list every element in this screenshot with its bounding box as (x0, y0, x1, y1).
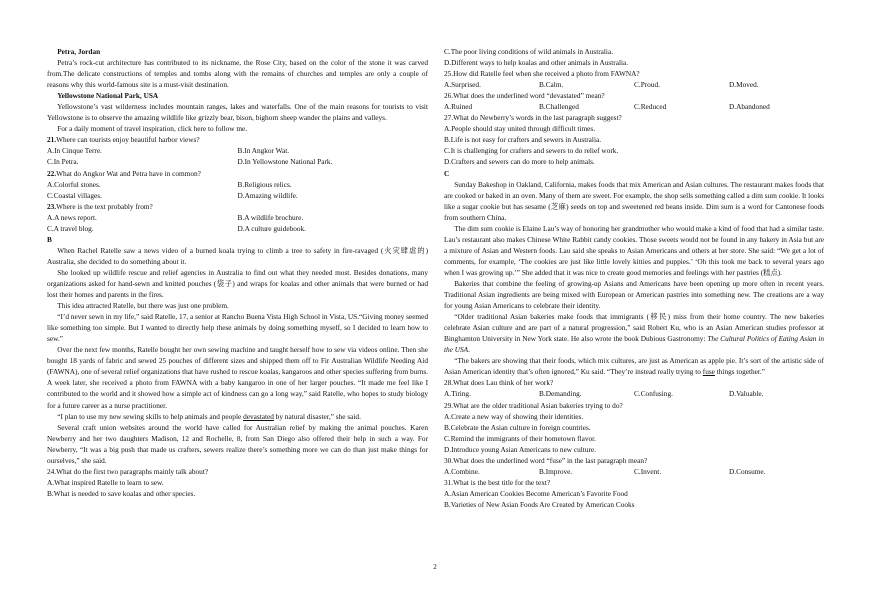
daily-inspiration-line: For a daily moment of travel inspiration, click here to follow me. (57, 124, 248, 134)
q21-options-2 (47, 156, 428, 167)
underlined-word-devastated: devastated (243, 411, 274, 421)
q23-option-c: C.A travel blog. (47, 223, 94, 233)
q30-option-b: B.Improve. (539, 466, 573, 476)
q31-option-a: A.Asian American Cookies Become American’s Favorite Food (444, 488, 628, 498)
right-column (444, 46, 824, 510)
q22-option-c: C.Coastal villages. (47, 190, 102, 200)
q24-option-c: C.The poor living conditions of wild animals in Australia. (444, 47, 614, 56)
book-title: The Cultural Politics of Eating Asian in the USA (444, 334, 824, 355)
question-30: 30.What does the underlined word “fuse” in the last paragraph mean? (444, 455, 648, 465)
q24-option-b: B.What is needed to save koalas and other species. (47, 488, 196, 498)
q23-option-a: A.A news report. (47, 212, 97, 222)
q27-option-d: D.Crafters and sewers can do more to help animals. (444, 157, 595, 167)
q21-option-d: D.In Yellowstone National Park. (237, 157, 333, 167)
q28-option-b: B.Demanding. (539, 389, 582, 399)
q24-option-d: D.Different ways to help koalas and other animals in Australia. (444, 58, 629, 68)
q25-options (444, 79, 824, 90)
q28-option-d: D.Valuable. (729, 389, 764, 399)
section-c-heading: C (444, 168, 450, 178)
q29-option-b: B.Celebrate the Asian culture in foreign countries. (444, 422, 591, 432)
q29-option-d: D.Introduce young Asian Americans to new culture. (444, 444, 596, 454)
question-27: 27.What do Newberry’s words in the last paragraph suggest? (444, 113, 622, 123)
q25-option-a: A.Surprised. (444, 80, 481, 90)
passage-b-paragraph-7: Several craft union websites around the world have called for Australian relief by making the animal pouches. Karen Newberry and her two daughters Madison, 12 and Rochelle, 8, from San Diego also offered their help in such a way. For Newberry, “It was a big push that made us crafters, sewers realize there’s something more we can do than just make things for ourselves,” she said. (47, 422, 428, 465)
question-28: 28.What does Lau think of her work? (444, 378, 554, 388)
yellowstone-paragraph: Yellowstone’s vast wilderness includes mountain ranges, lakes and waterfalls. One of the main reasons for tourists to visit Yellowstone is to observe the amazing wildlife like grizzly bear, bison, bighorn sheep wander the plains and valleys. (47, 102, 428, 123)
q23-option-d: D.A culture guidebook. (237, 223, 306, 233)
question-24: 24.What do the first two paragraphs mainly talk about? (47, 466, 209, 476)
q26-option-b: B.Challenged (539, 102, 579, 112)
q30-options (444, 466, 824, 477)
petra-paragraph: Petra’s rock-cut architecture has contributed to its nickname, the Rose City, based on the color of the stone it was carved from.The delicate constructions of temples and tombs along with the remains of churches and temples are only a couple of reasons why this world-famous site is a must-visit destination. (47, 58, 428, 90)
q26-option-c: C.Reduced (634, 102, 667, 112)
q27-option-a: A.People should stay united through difficult times. (444, 124, 596, 134)
q31-option-b: B.Varieties of New Asian Foods Are Created by American Cooks (444, 499, 635, 509)
section-b-heading: B (47, 234, 52, 244)
q22-option-d: D.Amazing wildlife. (237, 190, 298, 200)
q21-option-a: A.In Cinque Terre. (47, 146, 102, 156)
q28-option-c: C.Confusing. (634, 389, 673, 399)
question-23: 23.Where is the text probably from? (47, 201, 153, 211)
q26-option-a: A.Ruined (444, 102, 473, 112)
passage-c-paragraph-5: “The bakers are showing that their foods, which mix cultures, are just as American as apple pie. It’s sort of the artistic side of Asian American identity that’s often ignored,” Ku said. “They’re instead really trying to fuse things together.” (444, 356, 824, 377)
q28-option-a: A.Tiring. (444, 389, 471, 399)
q23-option-b: B.A wildlife brochure. (237, 212, 304, 222)
left-column (47, 46, 428, 499)
underlined-word-fuse: fuse (702, 367, 715, 377)
q28-options (444, 388, 824, 399)
passage-b-paragraph-6: “I plan to use my new sewing skills to help animals and people devastated by natural disaster,” she said. (57, 411, 361, 421)
q26-options (444, 101, 824, 112)
petra-heading: Petra, Jordan (57, 47, 101, 56)
passage-b-paragraph-3: This idea attracted Ratelle, but there was just one problem. (57, 301, 229, 311)
passage-c-paragraph-4: “Older traditional Asian bakeries make foods that immigrants (移民) miss from their home country. The new bakeries celebrate Asian culture and are part of a natural progression,” said Robert Ku, who is an Asian American studies professor at Binghamton University in New York state. He also wrote the book Dubious Gastronomy: The Cultural Politics of Eating Asian in the USA. (444, 312, 824, 355)
question-22: 22.What do Angkor Wat and Petra have in common? (47, 168, 201, 178)
page-number: 2 (433, 563, 437, 571)
q29-option-a: A.Create a new way of showing their identities. (444, 411, 584, 421)
q24-option-a: A.What inspired Ratelle to learn to sew. (47, 477, 164, 487)
passage-b-paragraph-4: “I’d never sewn in my life,” said Ratelle, 17, a senior at Rancho Buena Vista High School in Vista, US.“Giving money seemed like something too simple. But I wanted to directly help these animals by doing something myself, so I decided to learn how to sew.” (47, 312, 428, 344)
question-25: 25.How did Ratelle feel when she received a photo from FAWNA? (444, 69, 640, 79)
q30-option-c: C.Invent. (634, 466, 662, 476)
q30-option-d: D.Consume. (729, 466, 766, 476)
question-29: 29.What are the older traditional Asian bakeries trying to do? (444, 400, 623, 410)
q21-option-b: B.In Angkor Wat. (237, 146, 290, 156)
q27-option-b: B.Life is not easy for crafters and sewers in Australia. (444, 135, 602, 145)
passage-c-paragraph-1: Sunday Bakeshop in Oakland, California, makes foods that mix American and Asian cultures. The restaurant makes foods that are cooked or baked in an oven. Many of them are sweet. For example, the shop sells something called a dim sum cookie. It looks like a sugar cookie but has sesame (芝麻) seeds on top and sweetened red beans inside. Dim sum is a word for Cantonese foods from southern China. (444, 179, 824, 222)
yellowstone-heading: Yellowstone National Park, USA (57, 91, 159, 101)
q25-option-d: D.Moved. (729, 80, 759, 90)
question-21: 21.Where can tourists enjoy beautiful harbor views? (47, 135, 200, 145)
q22-option-b: B.Religious relics. (237, 179, 292, 189)
q22-options-2 (47, 190, 428, 201)
passage-b-paragraph-1: When Rachel Ratelle saw a news video of a burned koala trying to climb a tree to safety in fire-ravaged (火灾肆虐的) Australia, she decided to do something about it. (47, 245, 428, 266)
q26-option-d: D.Abandoned (729, 102, 770, 112)
passage-c-paragraph-3: Bakeries that combine the feeling of growing-up Asians and Americans have been opening up more often in recent years. Traditional Asian ingredients are being mixed with European or American pastries into something new. The creations are a way for young Asian Americans to celebrate their identity. (444, 278, 824, 311)
q29-option-c: C.Remind the immigrants of their hometown flavor. (444, 433, 596, 443)
q30-option-a: A.Combine. (444, 466, 480, 476)
q22-option-a: A.Colorful stones. (47, 179, 101, 189)
q25-option-c: C.Proud. (634, 80, 660, 90)
question-26: 26.What does the underlined word “devastated” mean? (444, 91, 605, 101)
q21-option-c: C.In Petra. (47, 157, 79, 167)
passage-c-paragraph-2: The dim sum cookie is Elaine Lau’s way of honoring her grandmother who would make a kind of food that had a similar taste. Lau’s restaurant also makes Chinese White Rabbit candy cookies. Those sweets would not be found in any bakery in Asia but are a mixture of Asian and Western foods. Lau said she speaks to Asian Americans and others at her store. She said: “We get a lot of comments, for example, ‘The cookies are just like little lovely kitties and puppies.’ ‘Oh this took me back to several years ago when I was growing up.’” She added that it was nice to create good memories and feelings with her pastries (糕点). (444, 223, 824, 277)
passage-b-paragraph-5: Over the next few months, Ratelle bought her own sewing machine and taught herself how to sew via videos online. Then she bought 18 yards of fabric and sewed 25 pouches of different sizes and shipped them off to Fir Australian Wildlife Needing Aid (FAWNA), one of several relief organizations that have rushed to rescue koalas, kangaroos and other species suffering from burns. A week later, she received a photo from FAWNA with a baby kangaroo in one of her larger pouches. “It made me feel like I contributed to the world and it showed how a simple act of kindness can go a long way,” said Ratelle, who hopes to study biology for a future career as a nurse practitioner. (47, 345, 428, 410)
q23-options (47, 212, 428, 223)
q21-options (47, 145, 428, 156)
q25-option-b: B.Calm. (539, 80, 564, 90)
q23-options-2 (47, 223, 428, 234)
question-31: 31.What is the best title for the text? (444, 477, 551, 487)
passage-b-paragraph-2: She looked up wildlife rescue and relief agencies in Australia to find out what they needed most. Besides donations, many organizations asked for hand-sewn and knitted pouches (袋子) and wraps for koalas and other animals that were burned or had lost their homes and parents in the fires. (47, 267, 428, 300)
q22-options (47, 179, 428, 190)
q27-option-c: C.It is challenging for crafters and sewers to do relief work. (444, 146, 619, 156)
